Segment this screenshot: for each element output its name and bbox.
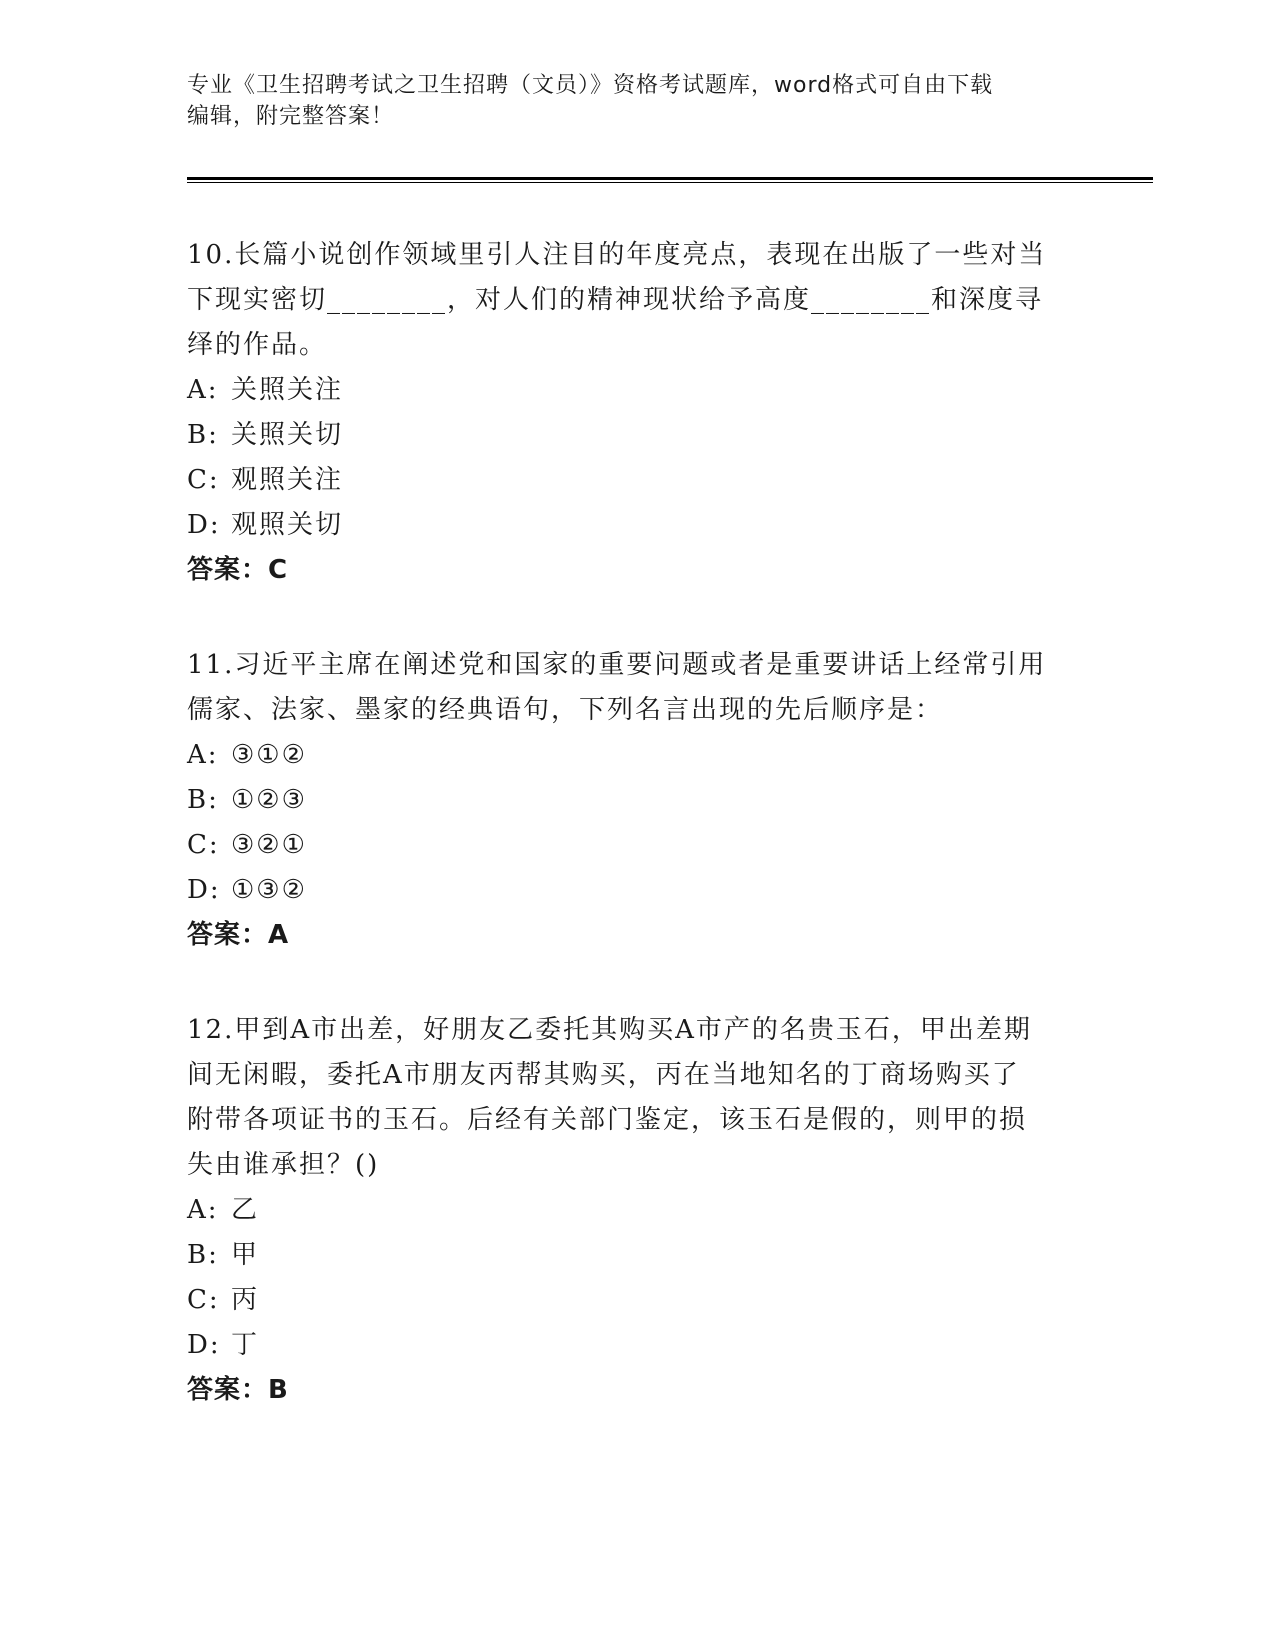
- option-key: A:: [187, 740, 219, 770]
- option-b: [187, 413, 1067, 458]
- option-text: ①③②: [231, 875, 307, 905]
- option-d: [187, 868, 1067, 913]
- question-stem: [187, 643, 1067, 733]
- option-key: B:: [187, 420, 219, 450]
- option-c: [187, 1278, 1067, 1323]
- question-stem: [187, 1008, 1067, 1188]
- option-key: D:: [187, 875, 221, 905]
- stem-line: 间无闲暇，委托A市朋友丙帮其购买，丙在当地知名的丁商场购买了: [187, 1060, 1020, 1090]
- option-key: B:: [187, 785, 219, 815]
- option-a: [187, 1188, 1067, 1233]
- question-12: [187, 1008, 1067, 1413]
- answer-line: 答案：A: [187, 920, 290, 950]
- option-key: B:: [187, 1240, 219, 1270]
- option-text: ③①②: [231, 740, 307, 770]
- option-c: [187, 458, 1067, 503]
- answer-line: 答案：B: [187, 1375, 289, 1405]
- stem-line: 下现实密切________，对人们的精神现状给予高度________和深度寻: [187, 285, 1044, 315]
- question-stem: [187, 233, 1067, 368]
- option-text: 观照关注: [231, 465, 344, 495]
- option-key: A:: [187, 375, 219, 405]
- stem-line: 附带各项证书的玉石。后经有关部门鉴定，该玉石是假的，则甲的损: [187, 1105, 1028, 1135]
- header-line-2: 编辑，附完整答案！: [187, 104, 395, 129]
- option-text: 观照关切: [231, 510, 344, 540]
- option-d: [187, 1323, 1067, 1368]
- header-rule-thin: [187, 182, 1153, 183]
- option-a: [187, 368, 1067, 413]
- question-11: [187, 643, 1067, 958]
- option-key: C:: [187, 830, 220, 860]
- header-rule-thick: [187, 177, 1153, 180]
- option-text: 关照关切: [231, 420, 344, 450]
- option-text: 乙: [231, 1195, 260, 1225]
- header-line-1: 专业《卫生招聘考试之卫生招聘（文员）》资格考试题库，word格式可自由下载: [187, 73, 994, 98]
- stem-line: 11.习近平主席在阐述党和国家的重要问题或者是重要讲话上经常引用: [187, 650, 1047, 680]
- stem-line: 10.长篇小说创作领域里引人注目的年度亮点，表现在出版了一些对当: [187, 240, 1047, 270]
- option-c: [187, 823, 1067, 868]
- option-b: [187, 778, 1067, 823]
- option-text: 关照关注: [231, 375, 344, 405]
- option-text: 丁: [231, 1330, 260, 1360]
- stem-line: 儒家、法家、墨家的经典语句，下列名言出现的先后顺序是：: [187, 695, 944, 725]
- stem-line: 绎的作品。: [187, 330, 328, 360]
- stem-line: 12.甲到A市出差，好朋友乙委托其购买A市产的名贵玉石，甲出差期: [187, 1015, 1032, 1045]
- option-text: ①②③: [231, 785, 307, 815]
- answer-line: 答案：C: [187, 555, 289, 585]
- option-text: 甲: [231, 1240, 260, 1270]
- stem-line: 失由谁承担？(): [187, 1150, 380, 1180]
- option-a: [187, 733, 1067, 778]
- option-key: D:: [187, 510, 221, 540]
- option-key: A:: [187, 1195, 219, 1225]
- option-key: C:: [187, 465, 220, 495]
- option-b: [187, 1233, 1067, 1278]
- option-text: 丙: [231, 1285, 260, 1315]
- option-key: D:: [187, 1330, 221, 1360]
- question-10: [187, 233, 1067, 593]
- document-header: [187, 70, 1067, 132]
- option-d: [187, 503, 1067, 548]
- option-key: C:: [187, 1285, 220, 1315]
- option-text: ③②①: [231, 830, 307, 860]
